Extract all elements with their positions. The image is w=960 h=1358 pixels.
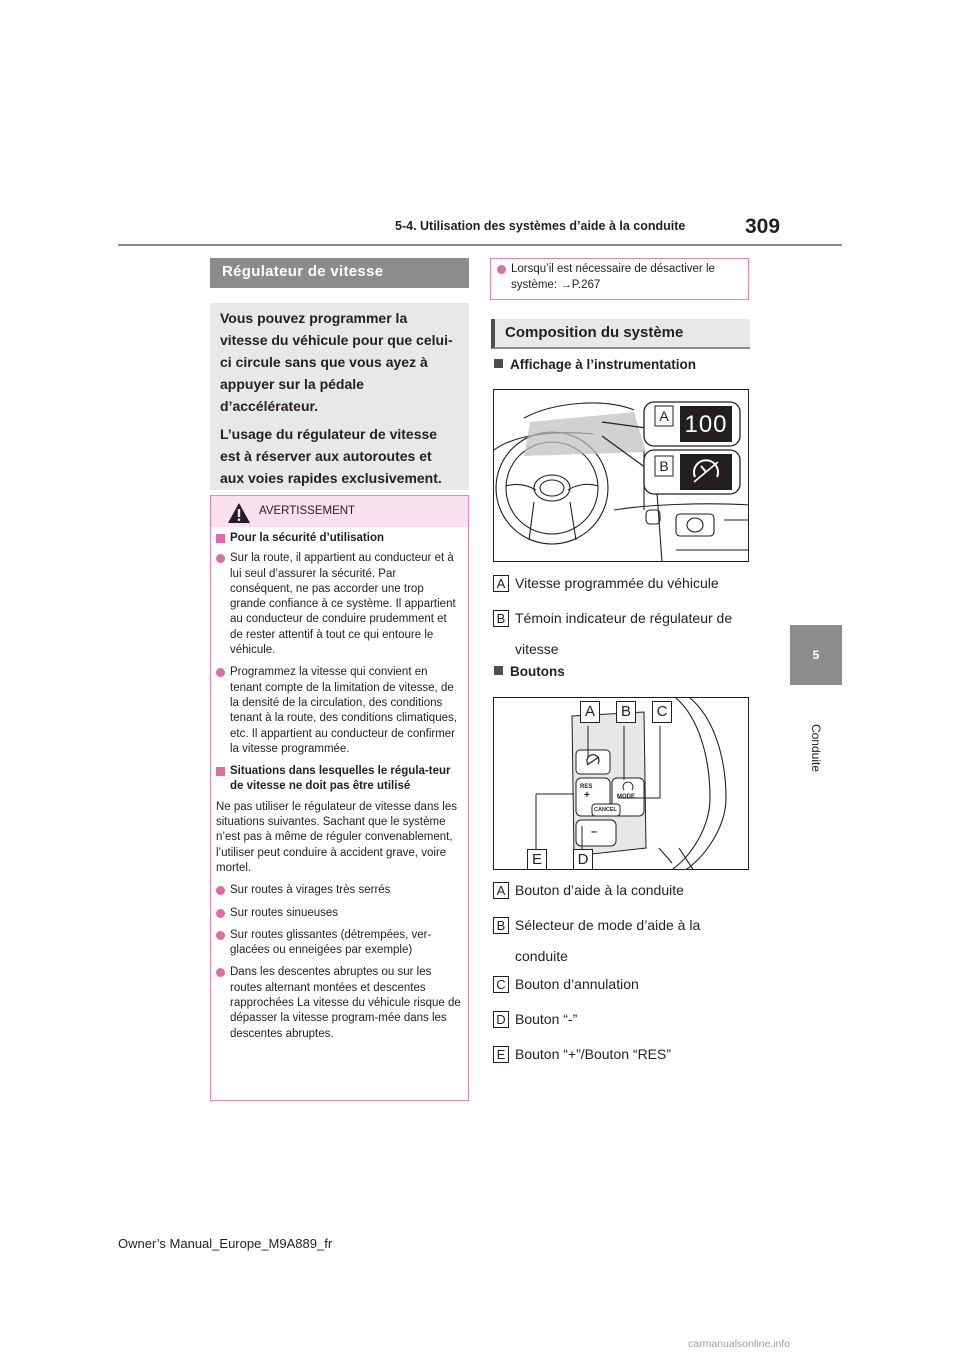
warning-triangle-icon <box>227 502 251 524</box>
warning-body <box>216 531 462 1049</box>
cancel-label: CANCEL <box>594 807 617 813</box>
set-speed-readout: 100 <box>684 411 728 438</box>
callout-c: C <box>652 701 672 723</box>
chapter-number: 5 <box>812 648 820 662</box>
callout-a: A <box>659 408 669 424</box>
warning-header <box>211 496 468 527</box>
square-bullet-icon <box>494 666 503 675</box>
note-bullet: Lorsqu’il est nécessaire de désactiver le système: →P.267 <box>497 262 742 293</box>
steering-buttons-illustration <box>494 698 749 870</box>
note-box <box>490 258 749 300</box>
intro-paragraph-2: L’usage du régulateur de vitesse est à réserver aux autoroutes et aux voies rapides exclusivement. <box>220 426 442 486</box>
warning-paragraph: Ne pas utiliser le régulateur de vitesse dans les situations suivantes. Sachant que le système n’est pas à même de réguler convenablement, l’utiliser peut conduire à accident grave, voire mortel. <box>216 800 457 874</box>
watermark[interactable]: carmanualsonline.info <box>688 1338 791 1350</box>
square-bullet-icon <box>494 359 503 368</box>
intro-box <box>210 303 469 490</box>
buttons-figure <box>493 697 749 870</box>
legend-item: C Bouton d’annulation <box>493 977 763 1000</box>
warning-bullet: Sur routes sinueuses <box>216 906 462 921</box>
header-rule <box>118 244 842 246</box>
warning-box <box>210 495 469 1101</box>
minus-label: – <box>591 826 598 838</box>
warning-section-title: Pour la sécurité d’utilisation <box>216 531 462 546</box>
legend-item: B Sélecteur de mode d’aide à la conduite <box>493 918 728 972</box>
buttons-heading: Boutons <box>494 664 565 679</box>
instrument-figure <box>493 389 749 562</box>
legend-item: E Bouton “+”/Bouton “RES” <box>493 1047 763 1070</box>
intro-paragraph-1: Vous pouvez programmer la vitesse du véhicule pour que celui-ci circule sans que vous ayez à appuyer sur la pédale d’accélérateur. <box>220 310 453 414</box>
legend-item: A Vitesse programmée du véhicule <box>493 576 763 599</box>
instrument-heading: Affichage à l’instrumentation <box>494 357 696 372</box>
section-title-regulateur: Régulateur de vitesse <box>210 258 469 288</box>
section-title-composition: Composition du système <box>491 319 750 349</box>
callout-d: D <box>573 849 593 870</box>
page-number: 309 <box>745 215 781 238</box>
warning-bullet: Sur routes à virages très serrés <box>216 883 462 898</box>
res-label: RES <box>580 784 593 790</box>
callout-b: B <box>616 701 636 723</box>
mode-label: MODE <box>617 794 635 800</box>
legend-item: A Bouton d’aide à la conduite <box>493 883 763 906</box>
callout-e: E <box>527 849 547 870</box>
legend-item: B Témoin indicateur de régulateur de vitesse <box>493 611 753 665</box>
chapter-label: Conduite <box>809 723 823 773</box>
legend-item: D Bouton “-” <box>493 1012 763 1035</box>
warning-bullet: Sur routes glissantes (détrempées, ver-glacées ou enneigées par exemple) <box>216 928 462 959</box>
warning-bullet: Sur la route, il appartient au conducteur et à lui seul d’assurer la sécurité. Par conséquent, ne pas accorder une trop grande confiance à ce système. Il appartient au conducteur de conduire prudemment et de rester attentif à tout ce qui entoure le véhicule. <box>216 551 462 658</box>
section-header: 5-4. Utilisation des systèmes d’aide à la conduite <box>395 219 686 233</box>
warning-bullet: Dans les descentes abruptes ou sur les routes alternant montées et descentes rapprochées La vitesse du véhicule risque de dépasser la vitesse program-mée dans les descentes abruptes. <box>216 965 462 1041</box>
footer-text: Owner’s Manual_Europe_M9A889_fr <box>118 1236 333 1251</box>
warning-bullet: Programmez la vitesse qui convient en tenant compte de la limitation de vitesse, de la densité de la circulation, des conditions tenant à la route, des conditions climatiques, etc. Il appartient au conducteur de confirmer la vitesse programmée. <box>216 665 462 757</box>
plus-label: + <box>584 790 590 801</box>
callout-b: B <box>659 458 669 474</box>
chapter-tab[interactable] <box>790 625 842 685</box>
warning-section-title: Situations dans lesquelles le régula-teur de vitesse ne doit pas être utilisé <box>216 764 462 795</box>
callout-a: A <box>580 701 600 723</box>
warning-title: AVERTISSEMENT <box>259 505 356 517</box>
